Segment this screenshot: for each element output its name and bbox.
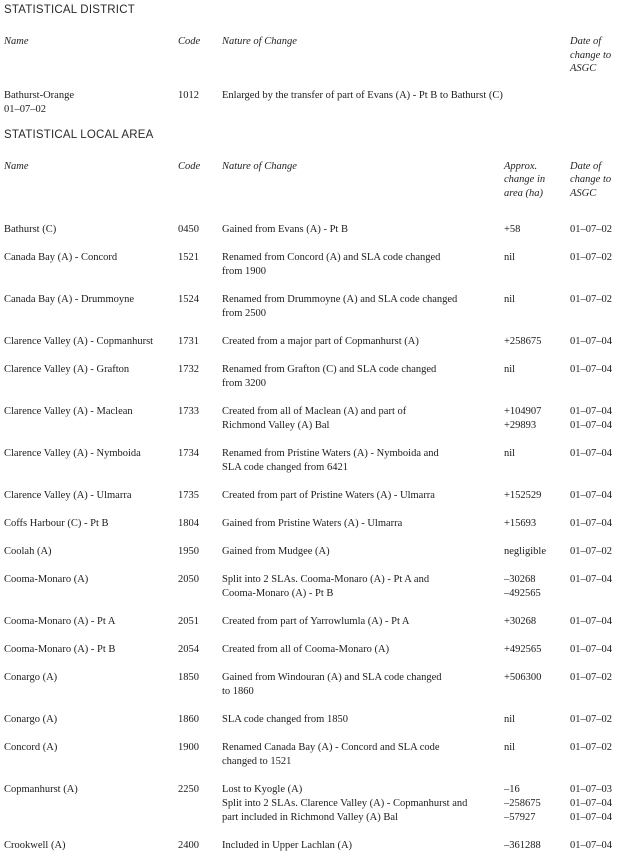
row-nature (222, 615, 504, 629)
column-header-area-line: change in (504, 174, 546, 185)
row-nature (222, 517, 504, 531)
row-nature-line: Enlarged by the transfer of part of Evans (A) - Pt B to Bathurst (C) (222, 89, 503, 101)
row-date-line: 01–07–02 (570, 714, 612, 725)
row-area (504, 489, 570, 503)
row-nature-line: Richmond Valley (A) Bal (222, 420, 330, 431)
row-code: 1524 (178, 294, 199, 305)
table-header (4, 160, 620, 201)
row-date-line: 01–07–04 (570, 364, 612, 375)
row-area-line: +30268 (504, 616, 537, 627)
row-area (504, 363, 570, 377)
column-header-name: Name (4, 36, 29, 47)
row-area-line: –361288 (504, 840, 541, 851)
row-area (504, 335, 570, 349)
table-row (4, 489, 620, 503)
row-date-line: 01–07–04 (570, 518, 612, 529)
row-date (570, 615, 620, 629)
row-area-line: nil (504, 448, 516, 459)
table-row (4, 223, 620, 237)
column-header-nature: Nature of Change (222, 36, 297, 47)
row-nature-line: Renamed from Drummoyne (A) and SLA code changed (222, 294, 458, 305)
row-date (570, 335, 620, 349)
row-name: Canada Bay (A) - Concord (4, 252, 118, 263)
row-code: 0450 (178, 224, 199, 235)
row-code: 1012 (178, 89, 199, 101)
row-nature-line: from 2500 (222, 308, 267, 319)
row-date-line: 01–07–02 (570, 672, 612, 683)
row-nature-line: SLA code changed from 6421 (222, 462, 348, 473)
row-nature-line: SLA code changed from 1850 (222, 714, 348, 725)
row-nature-line: Gained from Mudgee (A) (222, 546, 330, 557)
row-nature (222, 545, 504, 559)
table-row (4, 643, 620, 657)
row-nature-line: Gained from Pristine Waters (A) - Ulmarra (222, 518, 403, 529)
row-nature-line: Created from all of Maclean (A) and part of (222, 406, 407, 417)
row-code: 1731 (178, 336, 199, 347)
row-nature (222, 363, 504, 391)
row-date (570, 713, 620, 727)
row-code: 1521 (178, 252, 199, 263)
row-date (570, 293, 620, 307)
row-nature-line: Created from a major part of Copmanhurst (A) (222, 336, 419, 347)
row-nature (222, 447, 504, 475)
row-date-line: 01–07–02 (570, 224, 612, 235)
column-header-date (570, 160, 620, 201)
row-area-line: +258675 (504, 336, 542, 347)
row-code: 2400 (178, 840, 199, 851)
row-date (570, 363, 620, 377)
section (4, 4, 620, 117)
row-area (504, 293, 570, 307)
column-header-date-line: change to (570, 49, 612, 61)
row-code: 1900 (178, 742, 199, 753)
row-code: 2250 (178, 784, 199, 795)
row-nature-line: from 3200 (222, 378, 267, 389)
row-area-line: +104907 (504, 406, 542, 417)
column-header-name: Name (4, 160, 29, 172)
table-row (4, 783, 620, 825)
table-row (4, 671, 620, 699)
section-title: STATISTICAL DISTRICT (4, 4, 135, 16)
row-area (504, 447, 570, 461)
table-row (4, 517, 620, 531)
row-area (504, 615, 570, 629)
row-name: Bathurst-Orange (4, 89, 74, 101)
row-date-line: 01–07–02 (570, 742, 612, 753)
column-header-area-line: Approx. (504, 160, 538, 172)
column-header-date (570, 35, 620, 76)
table-row (4, 615, 620, 629)
row-name: Clarence Valley (A) - Maclean (4, 406, 133, 417)
row-area (504, 839, 570, 853)
row-date (570, 545, 620, 559)
row-area-line: negligible (504, 546, 546, 557)
column-header-nature: Nature of Change (222, 160, 297, 172)
row-area-line: –57927 (504, 812, 536, 823)
row-area (504, 517, 570, 531)
row-code: 1733 (178, 406, 199, 417)
row-nature-line: Included in Upper Lachlan (A) (222, 840, 353, 851)
row-area-line: –30268 (504, 574, 536, 585)
column-header-area-line: area (ha) (504, 187, 543, 199)
row-nature (222, 839, 504, 853)
table-row (4, 251, 620, 279)
row-name: Conargo (A) (4, 714, 58, 725)
column-header-code: Code (178, 36, 201, 47)
row-date-line: 01–07–04 (570, 490, 612, 501)
row-date-line: 01–07–04 (570, 420, 612, 431)
row-area-line: nil (504, 742, 516, 753)
row-name: Copmanhurst (A) (4, 784, 78, 795)
row-name: Clarence Valley (A) - Nymboida (4, 448, 141, 459)
row-date (570, 573, 620, 587)
row-date (4, 103, 178, 117)
row-code: 2051 (178, 616, 199, 627)
row-name: Cooma-Monaro (A) - Pt B (4, 644, 116, 655)
row-nature-line: Renamed from Pristine Waters (A) - Nymboida and (222, 448, 439, 459)
row-date-line: 01–07–02 (570, 294, 612, 305)
row-nature (222, 405, 504, 433)
table-row (4, 741, 620, 769)
row-code: 1860 (178, 714, 199, 725)
row-area-line: nil (504, 364, 516, 375)
row-code: 1735 (178, 490, 199, 501)
row-nature-line: Created from all of Cooma-Monaro (A) (222, 644, 390, 655)
table-header (4, 35, 620, 76)
row-date-line: 01–07–04 (570, 812, 612, 823)
row-nature (222, 223, 504, 237)
row-date-line: 01–07–04 (570, 406, 612, 417)
column-header-date-line: change to (570, 174, 612, 185)
table-row (4, 335, 620, 349)
row-date-line: 01–07–02 (4, 103, 46, 115)
row-nature-line: to 1860 (222, 686, 254, 697)
row-date (570, 447, 620, 461)
row-code: 2050 (178, 574, 199, 585)
row-area-line: –492565 (504, 588, 541, 599)
row-nature (222, 741, 504, 769)
row-area-line: –16 (504, 784, 520, 795)
row-area-line: +29893 (504, 420, 537, 431)
row-area-line: –258675 (504, 798, 541, 809)
row-area-line: +506300 (504, 672, 542, 683)
row-nature-line: changed to 1521 (222, 756, 292, 767)
row-nature-line: Renamed from Grafton (C) and SLA code changed (222, 364, 437, 375)
row-code: 1804 (178, 518, 199, 529)
row-code: 1732 (178, 364, 199, 375)
row-area (504, 643, 570, 657)
column-header-date-line: ASGC (570, 63, 597, 74)
row-nature (222, 783, 504, 825)
row-area (504, 545, 570, 559)
row-name: Canada Bay (A) - Drummoyne (4, 294, 135, 305)
row-name: Cooma-Monaro (A) (4, 574, 89, 585)
row-date-line: 01–07–03 (570, 784, 612, 795)
table-row (4, 545, 620, 559)
row-name: Conargo (A) (4, 672, 58, 683)
row-date-line: 01–07–02 (570, 252, 612, 263)
row-area (504, 671, 570, 685)
row-nature (222, 713, 504, 727)
row-nature-line: Split into 2 SLAs. Clarence Valley (A) - Copmanhurst and (222, 798, 468, 809)
row-date-line: 01–07–04 (570, 336, 612, 347)
table-row (4, 447, 620, 475)
row-nature (222, 293, 504, 321)
row-nature-line: Created from part of Pristine Waters (A) - Ulmarra (222, 490, 435, 501)
row-nature-line: Lost to Kyogle (A) (222, 784, 303, 795)
row-name: Concord (A) (4, 742, 58, 753)
row-area (504, 713, 570, 727)
row-nature (222, 89, 570, 103)
table-row (4, 363, 620, 391)
row-name: Clarence Valley (A) - Copmanhurst (4, 336, 154, 347)
row-date (570, 251, 620, 265)
row-date-line: 01–07–04 (570, 644, 612, 655)
table-row (4, 839, 620, 853)
section-title: STATISTICAL LOCAL AREA (4, 128, 154, 141)
row-nature (222, 643, 504, 657)
row-date-line: 01–07–02 (570, 546, 612, 557)
table-row (4, 573, 620, 601)
row-date (570, 643, 620, 657)
row-area (504, 405, 570, 433)
row-date-line: 01–07–04 (570, 798, 612, 809)
row-nature (222, 489, 504, 503)
row-area (504, 741, 570, 755)
row-name: Clarence Valley (A) - Grafton (4, 364, 130, 375)
row-date (570, 741, 620, 755)
row-area-line: +492565 (504, 644, 542, 655)
row-area-line: nil (504, 252, 516, 263)
row-name: Bathurst (C) (4, 224, 57, 235)
column-header-date-line: Date of (570, 160, 602, 172)
table-row (4, 713, 620, 727)
row-code: 1950 (178, 546, 199, 557)
row-nature (222, 671, 504, 699)
row-date (570, 489, 620, 503)
row-nature-line: Created from part of Yarrowlumla (A) - Pt A (222, 616, 410, 627)
row-date-line: 01–07–04 (570, 574, 612, 585)
row-nature-line: Gained from Windouran (A) and SLA code changed (222, 672, 442, 683)
row-nature-line: Renamed Canada Bay (A) - Concord and SLA code (222, 742, 440, 753)
row-area (504, 223, 570, 237)
row-name: Crookwell (A) (4, 840, 66, 851)
row-nature-line: from 1900 (222, 266, 267, 277)
column-header-code: Code (178, 160, 201, 172)
row-nature-line: Renamed from Concord (A) and SLA code changed (222, 252, 441, 263)
row-date-line: 01–07–04 (570, 448, 612, 459)
row-code: 1734 (178, 448, 199, 459)
row-nature-line: Gained from Evans (A) - Pt B (222, 224, 348, 235)
row-date (570, 783, 620, 825)
table-row (4, 293, 620, 321)
row-date (570, 405, 620, 433)
column-header-date-line: ASGC (570, 187, 597, 199)
row-nature (222, 251, 504, 279)
row-nature-line: Cooma-Monaro (A) - Pt B (222, 588, 334, 599)
row-name: Coffs Harbour (C) - Pt B (4, 518, 109, 529)
row-date (570, 223, 620, 237)
row-code: 1850 (178, 672, 199, 683)
row-nature-line: Split into 2 SLAs. Cooma-Monaro (A) - Pt A and (222, 574, 430, 585)
column-header-area (504, 160, 570, 201)
row-date (570, 517, 620, 531)
section (4, 129, 620, 854)
row-name: Cooma-Monaro (A) - Pt A (4, 616, 116, 627)
column-header-date-line: Date of (570, 36, 602, 47)
row-area (504, 573, 570, 601)
row-code: 2054 (178, 644, 199, 655)
row-nature (222, 573, 504, 601)
table-row (4, 405, 620, 433)
row-area-line: nil (504, 714, 516, 725)
row-date-line: 01–07–04 (570, 616, 612, 627)
row-date (570, 839, 620, 853)
row-date (570, 671, 620, 685)
row-name: Coolah (A) (4, 546, 52, 557)
row-area (504, 251, 570, 265)
row-area-line: +152529 (504, 490, 542, 501)
row-area (504, 783, 570, 825)
row-nature-line: part included in Richmond Valley (A) Bal (222, 812, 398, 823)
row-date-line: 01–07–04 (570, 840, 612, 851)
table-row (4, 89, 620, 117)
row-area-line: +58 (504, 224, 521, 235)
row-area-line: +15693 (504, 518, 537, 529)
row-area-line: nil (504, 294, 516, 305)
row-nature (222, 335, 504, 349)
row-name: Clarence Valley (A) - Ulmarra (4, 490, 132, 501)
